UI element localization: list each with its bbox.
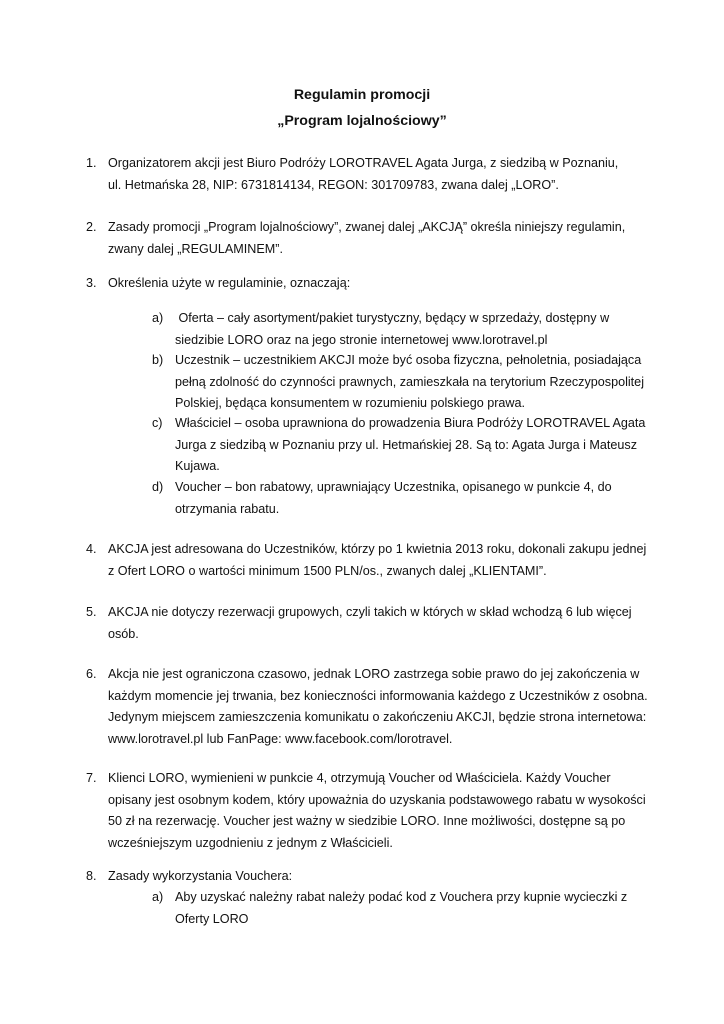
text-line: Polskiej, będąca konsumentem w rozumieniu polskiego prawa. bbox=[175, 396, 526, 410]
subitem-3c bbox=[175, 413, 665, 478]
subitem-8a bbox=[175, 887, 665, 930]
subitem-letter: a) bbox=[152, 311, 164, 325]
text-line: Określenia użyte w regulaminie, oznaczają: bbox=[108, 276, 351, 290]
text-line: 50 zł na rezerwację. Voucher jest ważny w siedzibie LORO. Inne możliwości, dostępne są po bbox=[108, 814, 626, 828]
item-number: 2. bbox=[86, 220, 97, 234]
text-line: Klienci LORO, wymienieni w punkcie 4, otrzymują Voucher od Właściciela. Każdy Voucher bbox=[108, 771, 611, 785]
item-number: 7. bbox=[86, 771, 97, 785]
text-line: Jedynym miejscem zamieszczenia komunikatu o zakończeniu AKCJI, będzie strona internetowa: bbox=[108, 710, 647, 724]
text-line: AKCJA jest adresowana do Uczestników, którzy po 1 kwietnia 2013 roku, dokonali zakupu jednej bbox=[108, 542, 647, 556]
text-line: Właściciel – osoba uprawniona do prowadzenia Biura Podróży LOROTRAVEL Agata bbox=[175, 416, 646, 430]
item-number: 3. bbox=[86, 276, 97, 290]
paragraph-6 bbox=[108, 664, 648, 750]
text-line: Oferta – cały asortyment/pakiet turystyczny, będący w sprzedaży, dostępny w bbox=[175, 311, 610, 325]
item-number: 4. bbox=[86, 542, 97, 556]
text-line: wcześniejszym uzgodnieniu z jednym z Właścicieli. bbox=[108, 835, 393, 850]
subitem-letter: d) bbox=[152, 480, 164, 494]
paragraph-8 bbox=[108, 866, 648, 888]
text-line: Organizatorem akcji jest Biuro Podróży LOROTRAVEL Agata Jurga, z siedzibą w Poznaniu, bbox=[108, 156, 619, 170]
text-line: otrzymania rabatu. bbox=[175, 501, 280, 516]
paragraph-5 bbox=[108, 602, 648, 645]
item-number: 6. bbox=[86, 667, 97, 681]
paragraph-4 bbox=[108, 539, 648, 582]
subitem-letter: c) bbox=[152, 416, 163, 430]
text-line: Voucher – bon rabatowy, uprawniający Uczestnika, opisanego w punkcie 4, do bbox=[175, 480, 612, 494]
text-line: osób. bbox=[108, 626, 139, 641]
text-line: Kujawa. bbox=[175, 459, 220, 473]
text-line: opisany jest osobnym kodem, który upoważnia do uzyskania podstawowego rabatu w wysokości bbox=[108, 792, 646, 807]
subitem-3a bbox=[175, 308, 665, 351]
text-line: Akcja nie jest ograniczona czasowo, jednak LORO zastrzega sobie prawo do jej zakończenia w bbox=[108, 667, 640, 681]
subitem-letter: b) bbox=[152, 353, 164, 367]
subitem-3b bbox=[175, 350, 665, 415]
text-line: AKCJA nie dotyczy rezerwacji grupowych, czyli takich w których w skład wchodzą 6 lub więcej bbox=[108, 605, 632, 619]
text-line: Zasady promocji „Program lojalnościowy”, zwanej dalej „AKCJĄ” określa niniejszy regulamin, bbox=[108, 220, 626, 234]
text-line: siedzibie LORO oraz na jego stronie internetowej www.lorotravel.pl bbox=[175, 332, 548, 347]
page-subtitle: „Program lojalnościowy” bbox=[277, 113, 447, 129]
text-line: każdym momencie jej trwania, bez konieczności informowania każdego z Uczestników z osobna. bbox=[108, 688, 648, 703]
paragraph-2 bbox=[108, 217, 648, 260]
item-number: 5. bbox=[86, 605, 97, 619]
subitem-3d bbox=[175, 477, 665, 520]
page-title: Regulamin promocji bbox=[293, 87, 431, 103]
subitem-letter: a) bbox=[152, 890, 164, 904]
paragraph-3 bbox=[108, 273, 648, 295]
item-number: 8. bbox=[86, 869, 97, 883]
item-number: 1. bbox=[86, 156, 97, 170]
text-line: Zasady wykorzystania Vouchera: bbox=[108, 869, 293, 883]
paragraph-1 bbox=[108, 153, 648, 196]
text-line: z Ofert LORO o wartości minimum 1500 PLN/os., zwanych dalej „KLIENTAMI”. bbox=[108, 563, 547, 578]
text-line: pełną zdolność do czynności prawnych, zamieszkała na terytorium Rzeczypospolitej bbox=[175, 374, 644, 389]
text-line: zwany dalej „REGULAMINEM”. bbox=[108, 241, 283, 256]
text-line: Jurga z siedzibą w Poznaniu przy ul. Hetmańskiej 28. Są to: Agata Jurga i Mateusz bbox=[175, 437, 638, 452]
text-line: Uczestnik – uczestnikiem AKCJI może być osoba fizyczna, pełnoletnia, posiadająca bbox=[175, 353, 642, 367]
text-line: ul. Hetmańska 28, NIP: 6731814134, REGON: 301709783, zwana dalej „LORO”. bbox=[108, 177, 559, 192]
text-line: Oferty LORO bbox=[175, 911, 249, 926]
paragraph-7 bbox=[108, 768, 648, 854]
text-line: Aby uzyskać należny rabat należy podać kod z Vouchera przy kupnie wycieczki z bbox=[175, 890, 628, 904]
text-line: www.lorotravel.pl lub FanPage: www.facebook.com/lorotravel. bbox=[108, 731, 453, 746]
